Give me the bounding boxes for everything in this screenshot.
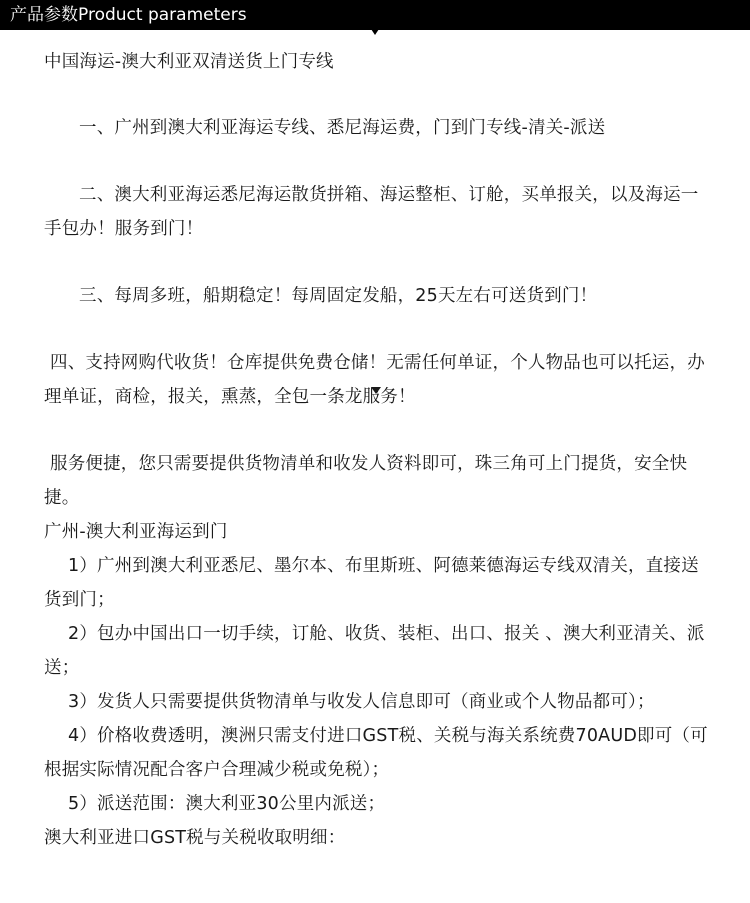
list-item: 5）派送范围：澳大利亚30公里内派送； (68, 794, 386, 814)
cursor-marker-icon (371, 387, 381, 394)
list-item: 1）广州到澳大利亚悉尼、墨尔本、布里斯班、阿德莱德海运专线双清关，直接送货到门； (44, 556, 699, 610)
footer-line: 澳大利亚进口GST税与关税收取明细： (44, 828, 346, 848)
list-item: 2）包办中国出口一切手续，订舱、收货、装柜、出口、报关 、澳大利亚清关、派送； (44, 624, 705, 678)
paragraph-1: 一、广州到澳大利亚海运专线、悉尼海运费，门到门专线-清关-派送 (79, 118, 606, 138)
section-header-bar (0, 0, 750, 30)
product-description (44, 45, 714, 855)
paragraph-3: 三、每周多班，船期稳定！每周固定发船，25天左右可送货到门！ (79, 286, 598, 306)
paragraph-5: 服务便捷，您只需要提供货物清单和收发人资料即可，珠三角可上门提货，安全快捷。 (44, 454, 688, 508)
list-item: 4）价格收费透明，澳洲只需支付进口GST税、关税与海关系统费70AUD即可（可根据实际情况配合客户合理减少税或免税）； (44, 726, 708, 780)
list-item: 3）发货人只需要提供货物清单与收发人信息即可（商业或个人物品都可）； (68, 692, 655, 712)
section-header-title: 产品参数Product parameters (10, 5, 247, 25)
header-notch-arrow-icon (371, 29, 379, 35)
paragraph-2: 二、澳大利亚海运悉尼海运散货拼箱、海运整柜、订舱，买单报关，以及海运一手包办！服务到门！ (44, 185, 699, 239)
paragraph-4: 四、支持网购代收货！仓库提供免费仓储！无需任何单证，个人物品也可以托运，办理单证，商检，报关，熏蒸，全包一条龙服务！ (44, 353, 705, 407)
doc-heading: 中国海运-澳大利亚双清送货上门专线 (44, 52, 334, 72)
sub-heading: 广州-澳大利亚海运到门 (44, 522, 228, 542)
